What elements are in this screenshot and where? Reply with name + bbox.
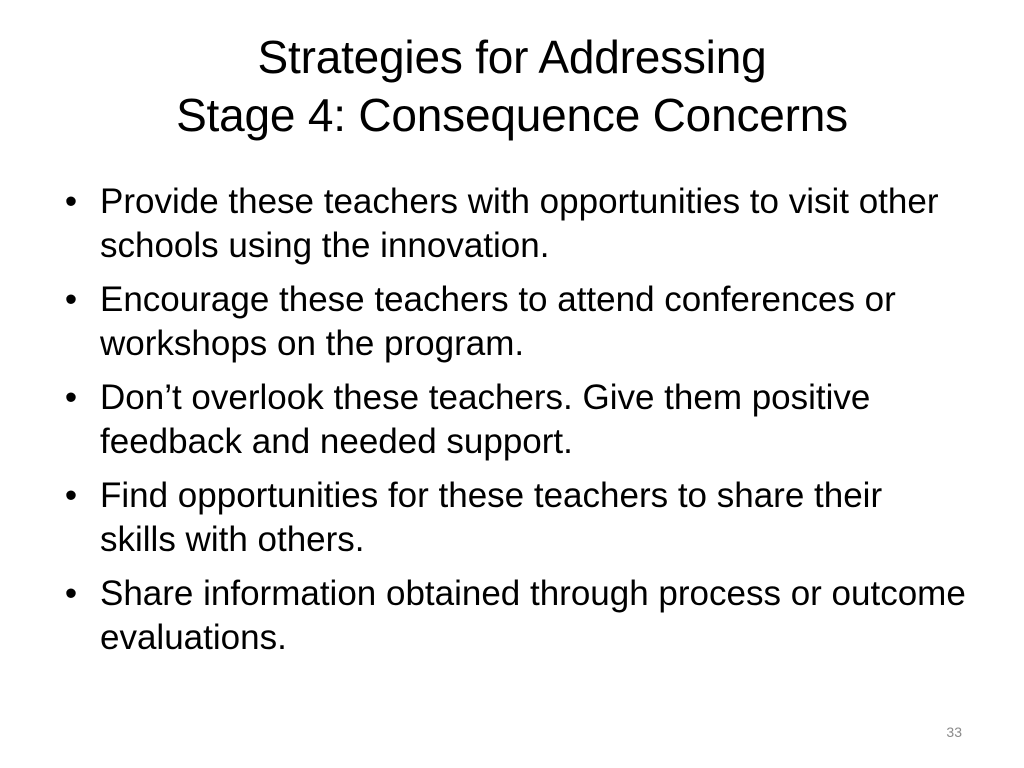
bullet-list [56,180,966,670]
bullet-item-2 [56,278,966,366]
slide-number: 33 [946,724,962,740]
bullet-text-2: Encourage these teachers to attend conferences or workshops on the program. [100,280,896,363]
bullet-icon: • [64,280,78,319]
bullet-icon: • [64,476,78,515]
bullet-text-5: Share information obtained through process or outcome evaluations. [100,574,966,657]
slide-title [60,28,964,144]
bullet-item-3 [56,376,966,464]
title-line-2: Stage 4: Consequence Concerns [176,89,848,141]
bullet-item-5 [56,572,966,660]
bullet-icon: • [64,574,78,613]
bullet-text-3: Don’t overlook these teachers. Give them positive feedback and needed support. [100,378,871,461]
bullet-item-1 [56,180,966,268]
bullet-text-1: Provide these teachers with opportunities to visit other schools using the innovation. [100,182,939,265]
bullet-icon: • [64,182,78,221]
title-line-1: Strategies for Addressing [257,31,767,83]
bullet-icon: • [64,378,78,417]
bullet-text-4: Find opportunities for these teachers to share their skills with others. [100,476,883,559]
bullet-item-4 [56,474,966,562]
